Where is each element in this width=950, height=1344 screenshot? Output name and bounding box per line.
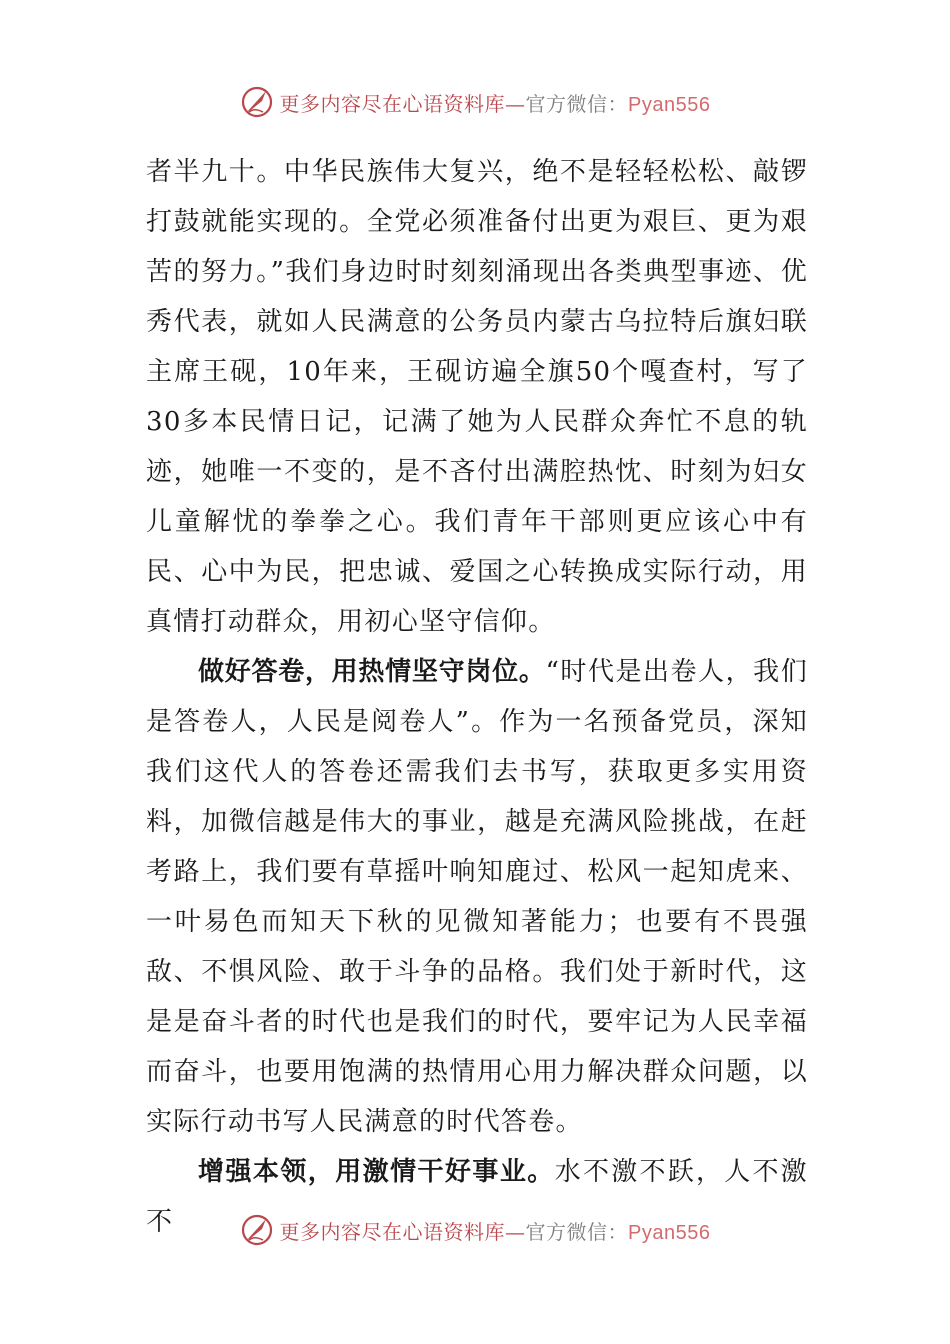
paragraph-2-text: “时代是出卷人，我们是答卷人，人民是阅卷人”。作为一名预备党员，深知我们这代人的答卷还需我们去书写，获取更多实用资料，加微信越是伟大的事业，越是充满风险挑战，在赶考路上，我们要有草摇叶响知鹿过、松风一起知虎来、一叶易色而知天下秋的见微知著能力；也要有不畏强敌、不惧风险、敢于斗争的品格。我们处于新时代，这是是奋斗者的时代也是我们的时代，要牢记为人民幸福而奋斗，也要用饱满的热情用心用力解决群众问题，以实际行动书写人民满意的时代答卷。 bbox=[146, 657, 808, 1137]
watermark-text bbox=[280, 1216, 711, 1245]
header-watermark bbox=[0, 80, 950, 124]
quill-logo-icon bbox=[240, 85, 274, 119]
watermark-group bbox=[240, 85, 711, 119]
watermark-dash: — bbox=[505, 1219, 526, 1244]
watermark-wechat-label: 官方微信： bbox=[525, 91, 629, 116]
watermark-handle: Pyan556 bbox=[628, 93, 711, 116]
watermark-title: 更多内容尽在心语资料库 bbox=[279, 1219, 506, 1244]
paragraph-3-text: 水不激不跃，人不激不 bbox=[146, 1157, 808, 1237]
watermark-wechat-label: 官方微信： bbox=[525, 1219, 629, 1244]
document-body bbox=[146, 147, 808, 1247]
footer-watermark bbox=[0, 1208, 950, 1252]
paragraph-2 bbox=[146, 647, 808, 1147]
paragraph-3-heading: 增强本领，用激情干好事业。 bbox=[198, 1157, 555, 1187]
paragraph-1 bbox=[146, 147, 808, 647]
paragraph-1-text: 者半九十。中华民族伟大复兴，绝不是轻轻松松、敲锣打鼓就能实现的。全党必须准备付出更为艰巨、更为艰苦的努力。”我们身边时时刻刻涌现出各类典型事迹、优秀代表，就如人民满意的公务员内蒙古乌拉特后旗妇联主席王砚，10年来，王砚访遍全旗50个嘎查村，写了30多本民情日记，记满了她为人民群众奔忙不息的轨迹，她唯一不变的，是不吝付出满腔热忱、时刻为妇女儿童解忧的拳拳之心。我们青年干部则更应该心中有民、心中为民，把忠诚、爱国之心转换成实际行动，用真情打动群众，用初心坚守信仰。 bbox=[146, 157, 808, 637]
watermark-dash: — bbox=[505, 91, 526, 116]
watermark-text bbox=[280, 88, 711, 117]
watermark-handle: Pyan556 bbox=[628, 1221, 711, 1244]
watermark-group bbox=[240, 1213, 711, 1247]
quill-logo-icon bbox=[240, 1213, 274, 1247]
watermark-title: 更多内容尽在心语资料库 bbox=[279, 91, 506, 116]
paragraph-2-heading: 做好答卷，用热情坚守岗位。 bbox=[198, 657, 546, 687]
